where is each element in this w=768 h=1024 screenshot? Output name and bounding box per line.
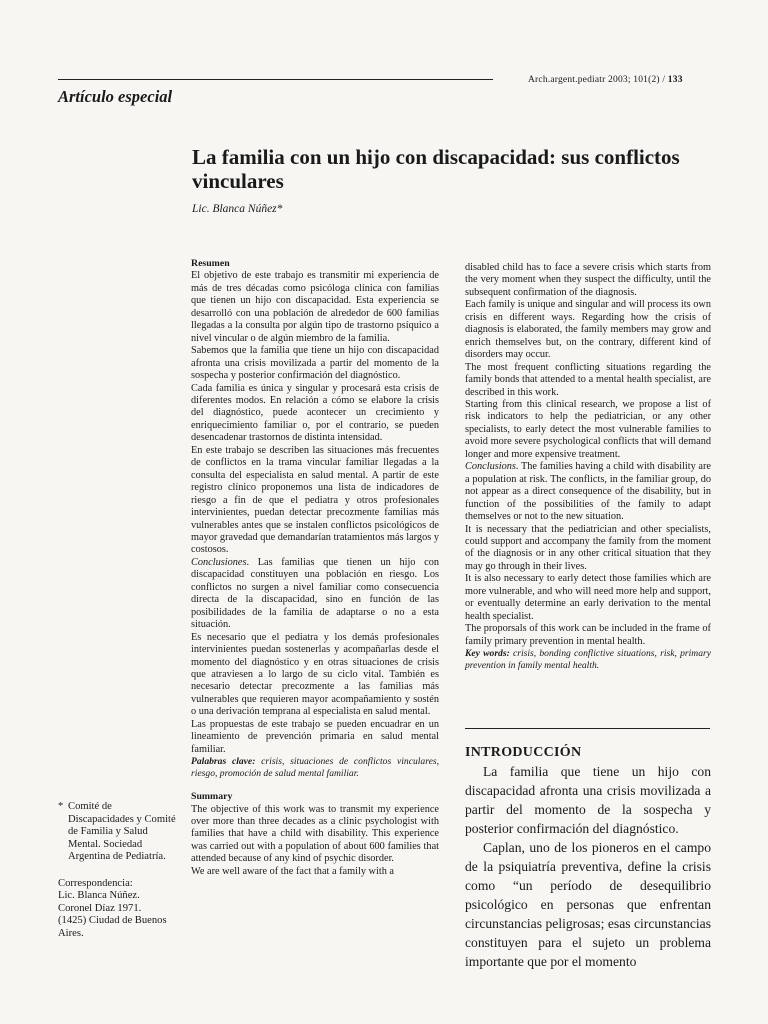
correspondence-name: Lic. Blanca Núñez. [58, 890, 140, 901]
summary-paragraph: We are well aware of the fact that a family with a [191, 865, 395, 877]
resumen-paragraph: Sabemos que la familia que tiene un hijo con discapacidad afronta una crisis movilizada a partir del momento de la sospecha y posterior confirmación del diagnóstico. [191, 345, 439, 382]
summary-column [465, 262, 711, 671]
summary-paragraph: Starting from this clinical research, we propose a list of risk indicators to help the pediatrician, or any other specialists, to early detect the most vulnerable families to avoid more severe psychological conflicts that will demand longer and more expensive treatment. [465, 398, 711, 460]
introduccion-section [465, 743, 711, 971]
footnote-mark: * [58, 801, 64, 812]
summary-heading: Summary [191, 791, 233, 803]
summary-paragraph: disabled child has to face a severe crisis which starts from the very moment when they suspect the difficulty, until the subsequent confirmation of the diagnosis. [465, 262, 711, 298]
running-head [528, 75, 683, 85]
palabras-clave-label: Palabras clave: [191, 756, 256, 768]
abstract-end-rule [465, 728, 710, 729]
intro-paragraph: Caplan, uno de los pioneros en el campo de la psiquiatría preventiva, define la crisis como “un período de desequilibrio psicológico en personas que enfrentan circunstancias peligrosas; esas circunstancias constituyen para el sujeto un problema importante que por el momento [465, 840, 711, 969]
resumen-heading: Resumen [191, 258, 230, 269]
resumen-paragraph: Cada familia es única y singular y procesará esta crisis de diferentes modos. En relación a cómo se elabore la crisis del diagnóstico, puede acontecer un crecimiento y enriquecimiento familiar o, por el contrario, se pueden desencadenar trastornos de distinta intensidad. [191, 382, 439, 444]
resumen-paragraph: El objetivo de este trabajo es transmitir mi experiencia de más de tres décadas como psicóloga clínica con familias que tienen un hijo con discapacidad. Esta experiencia se desarrolló con una población de alrededor de 600 familias llegadas a la consulta por algún tipo de trastorno psíquico a nivel vincular o de algún miembro de la familia. [191, 270, 439, 344]
correspondence-city: (1425) Ciudad de Buenos Aires. [58, 915, 167, 939]
intro-paragraph: La familia que tiene un hijo con discapacidad afronta una crisis movilizada a partir del momento de la sospecha y posterior confirmación del diagnóstico. [465, 764, 711, 836]
affiliation-text: Comité de Discapacidades y Comité de Familia y Salud Mental. Sociedad Argentina de Pediatría. [68, 801, 176, 862]
section-label: Artículo especial [58, 87, 173, 106]
summary-paragraph: It is necessary that the pediatrician and other specialists, could support and accompany the family from the moment of the diagnosis or in any other critical situation that they may go through in their lives. [465, 523, 711, 572]
correspondence [58, 878, 178, 941]
journal-citation: Arch.argent.pediatr 2003; 101(2) / [528, 75, 666, 85]
conclusiones-text: . Las familias que tienen un hijo con discapacidad constituyen una población en riesgo. Los conflictos no surgen a nivel familiar como consecuencia directa de la discapacidad, sino en función de las posibilidades de la familia de adaptarse o no a esta situación. [191, 556, 439, 631]
palabras-clave-text: crisis, situaciones de conflictos vinculares, riesgo, promoción de salud mental familiar. [191, 756, 439, 779]
correspondence-address: Coronel Díaz 1971. [58, 902, 142, 914]
palabras-clave [191, 756, 439, 779]
conclusiones-label: Conclusiones [191, 556, 247, 568]
resumen-paragraph: Es necesario que el pediatra y los demás profesionales intervinientes puedan sostenerlas y acompañarlas desde el momento del diagnóstico y en otras situaciones de crisis que atraviesen a lo largo de su ciclo vital. También es necesario detectar precozmente a las familias más vulnerables que requieren mayor acompañamiento y sostén o una derivación temprana al especialista en salud mental. [191, 631, 439, 718]
summary-paragraph: The objective of this work was to transmit my experience over more than three decades as a clinic psychologist with families that have a child with disability. This experience was carried out with a population of about 600 families that attended because of any kind of psychic disorder. [191, 803, 439, 865]
resumen-paragraph: En este trabajo se describen las situaciones más frecuentes de conflictos en la trama vincular familiar llegadas a la consulta del especialista en salud mental. A partir de este registro clínico proponemos una lista de indicadores de riesgo a fin de que el pediatra y otros profesionales intervinientes, puedan detectar precozmente familias más vulnerables antes que se instalen conflictos psicológicos de mayor gravedad que demandarían tratamientos más largos y costosos. [191, 444, 439, 556]
summary-paragraph: The most frequent conflicting situations regarding the family bonds that attended to a mental health specialist, are described in this work. [465, 361, 711, 398]
resumen-conclusiones [191, 557, 439, 632]
introduccion-heading: INTRODUCCIÓN [465, 745, 582, 760]
key-words-label: Key words: [465, 648, 510, 660]
header-rule [58, 79, 493, 80]
article-author: Lic. Blanca Núñez* [192, 203, 283, 215]
footnotes [58, 801, 178, 940]
resumen-paragraph: Las propuestas de este trabajo se pueden encuadrar en un lineamiento de prevención primaria en salud mental familiar. [191, 718, 439, 755]
conclusions-text: . The families having a child with disability are a population at risk. The conflicts, in the familiar group, do not appear as a direct consequence of the disability, but in function of the possibilities of the family to adapt themselves or not to the new situation. [465, 461, 711, 523]
page-number: 133 [667, 75, 683, 85]
summary-paragraph: The proporsals of this work can be included in the frame of family primary prevention in mental health. [465, 623, 711, 647]
key-words-text: crisis, bonding conflictive situations, risk, primary prevention in family mental health. [465, 648, 711, 671]
article-title: La familia con un hijo con discapacidad: sus conflictos vinculares [192, 145, 680, 193]
summary-conclusions [465, 461, 711, 523]
correspondence-label: Correspondencia: [58, 877, 133, 889]
conclusions-label: Conclusions [465, 461, 516, 473]
summary-paragraph: Each family is unique and singular and will process its own crisis en different ways. Regarding how the crisis of diagnosis is elaborated, the family members may grow and enrich themselves but, on the contrary, different kind of disorders may occur. [465, 299, 711, 361]
affiliation-note [58, 801, 178, 864]
summary-paragraph: It is also necessary to early detect those families which are more vulnerable, and who will need more help and support, or eventually determine an early derivation to the mental health specialist. [465, 573, 711, 622]
key-words [465, 648, 711, 671]
abstract-column [191, 258, 439, 878]
